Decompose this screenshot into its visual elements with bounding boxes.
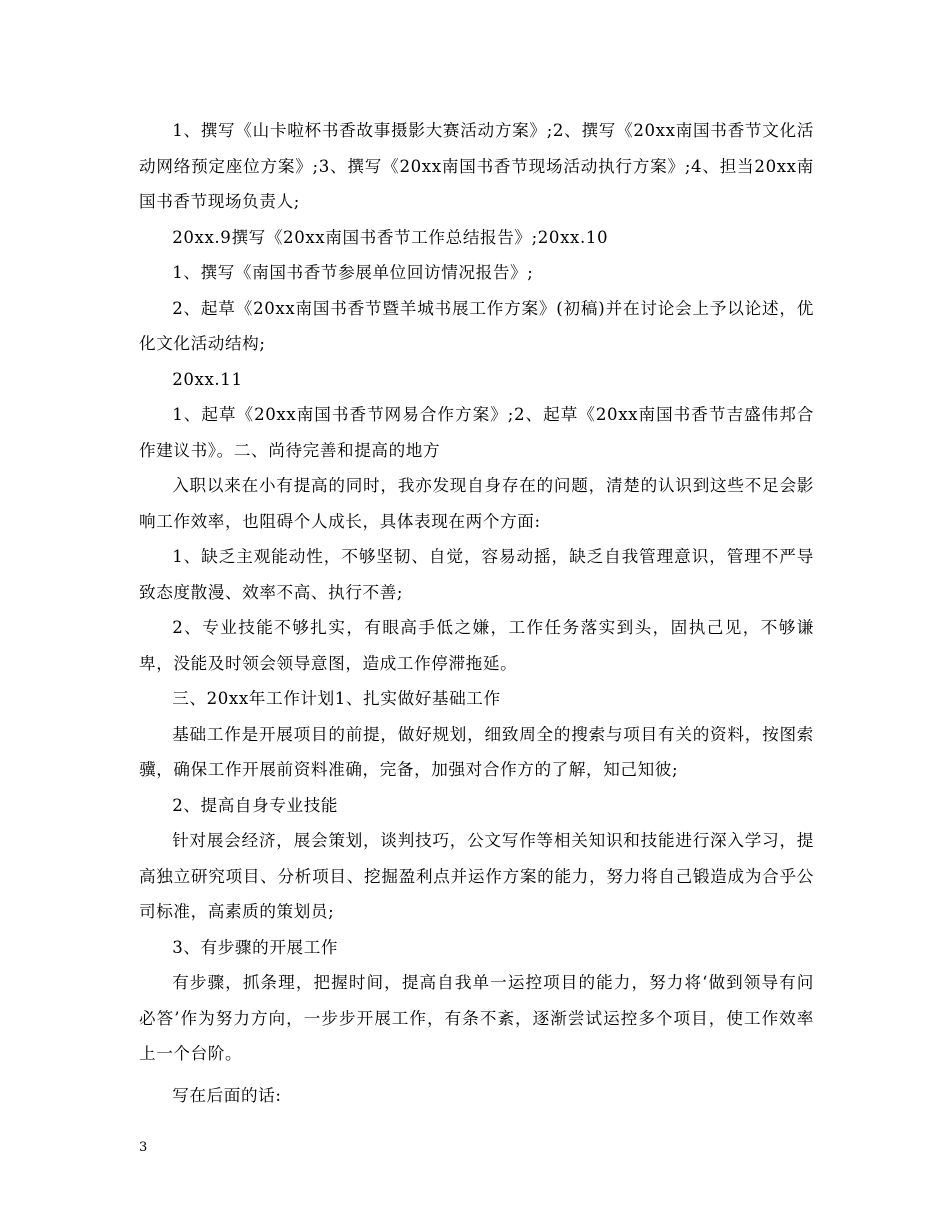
- paragraph-9: 2、专业技能不够扎实，有眼高手低之嫌，工作任务落实到头，固执己见，不够谦卑，没能及时领会领导意图，造成工作停滞拖延。: [139, 618, 814, 673]
- paragraph-15: 有步骤，抓条理，把握时间，提高自我单一运控项目的能力，努力将‘做到领导有问必答’作为努力方向，一步步开展工作，有条不紊，逐渐尝试运控多个项目，使工作效率上一个台阶。: [139, 973, 814, 1063]
- paragraph-1: 1、撰写《山卡啦杯书香故事摄影大赛活动方案》;2、撰写《20xx南国书香节文化活动网络预定座位方案》;3、撰写《20xx南国书香节现场活动执行方案》;4、担当20xx南国书香节现场负责人;: [139, 121, 814, 211]
- paragraph-7: 入职以来在小有提高的同时，我亦发现自身存在的问题，清楚的认识到这些不足会影响工作效率，也阻碍个人成长，具体表现在两个方面:: [139, 476, 814, 531]
- paragraph-4: 2、起草《20xx南国书香节暨羊城书展工作方案》(初稿)并在讨论会上予以论述，优化文化活动结构;: [139, 298, 814, 353]
- page-number: 3: [139, 1140, 148, 1155]
- paragraph-3: 1、撰写《南国书香节参展单位回访情况报告》;: [172, 263, 534, 282]
- paragraph-11: 基础工作是开展项目的前提，做好规划，细致周全的搜索与项目有关的资料，按图索骥，确保工作开展前资料准确，完备，加强对合作方的了解，知己知彼;: [139, 724, 814, 779]
- paragraph-8: 1、缺乏主观能动性，不够坚韧、自觉，容易动摇，缺乏自我管理意识，管理不严导致态度散漫、效率不高、执行不善;: [139, 547, 814, 602]
- paragraph-6: 1、起草《20xx南国书香节网易合作方案》;2、起草《20xx南国书香节吉盛伟邦合作建议书》。二、尚待完善和提高的地方: [139, 405, 814, 460]
- paragraph-13: 针对展会经济，展会策划，谈判技巧，公文写作等相关知识和技能进行深入学习，提高独立研究项目、分析项目、挖掘盈利点并运作方案的能力，努力将自己锻造成为合乎公司标准，高素质的策划员;: [139, 831, 814, 921]
- paragraph-12: 2、提高自身专业技能: [172, 795, 339, 815]
- paragraph-10: 三、20xx年工作计划1、扎实做好基础工作: [172, 689, 501, 708]
- paragraph-2: 20xx.9撰写《20xx南国书香节工作总结报告》;20xx.10: [172, 227, 609, 247]
- paragraph-16: 写在后面的话:: [172, 1085, 282, 1105]
- paragraph-14: 3、有步骤的开展工作: [172, 937, 339, 957]
- paragraph-5: 20xx.11: [172, 369, 243, 389]
- document-body: [139, 113, 814, 1113]
